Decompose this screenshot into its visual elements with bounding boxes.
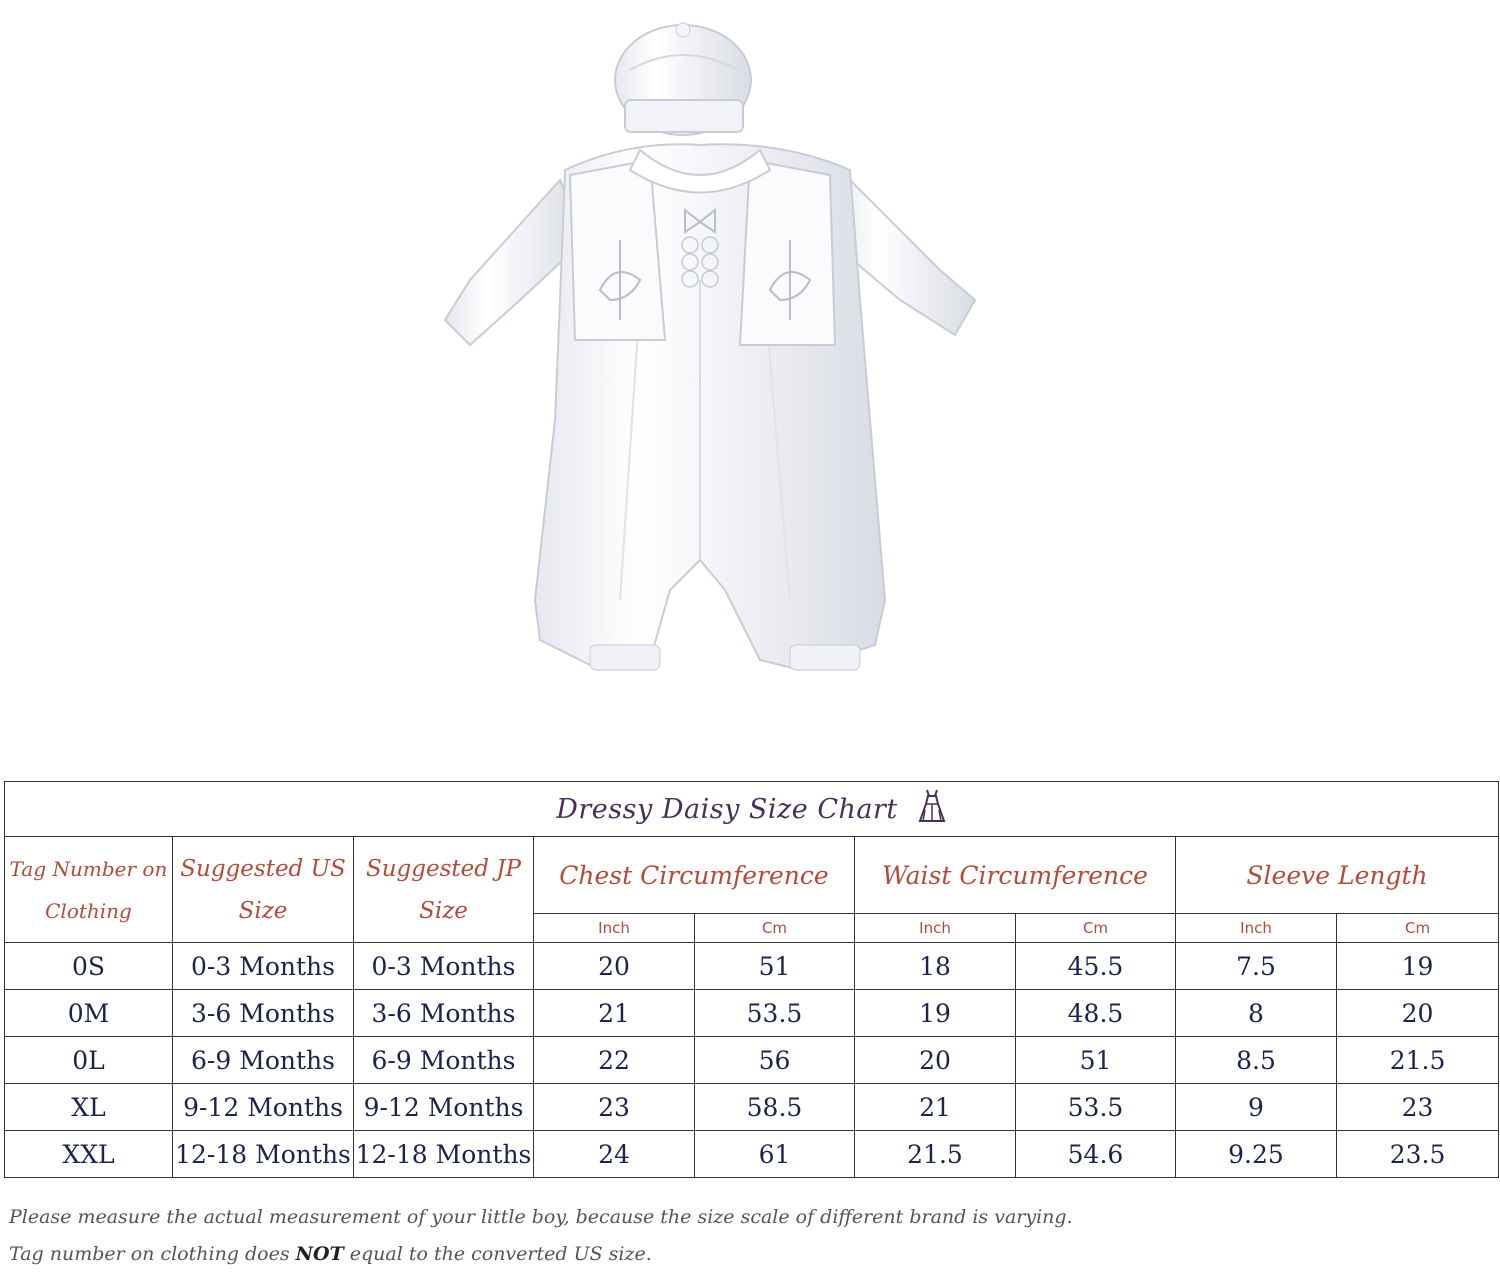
cell-waist-inch: 21 [855, 1084, 1016, 1131]
measurement-notes [9, 1202, 1073, 1276]
cell-chest-inch: 20 [534, 943, 695, 990]
cell-jp-size: 6-9 Months [354, 1037, 534, 1084]
cell-waist-cm: 53.5 [1016, 1084, 1176, 1131]
subheader-sleeve-cm: Cm [1337, 914, 1499, 943]
table-row [5, 943, 1499, 990]
cell-sleeve-inch: 9 [1176, 1084, 1337, 1131]
chart-title [5, 782, 1499, 837]
beret-hat [615, 23, 751, 135]
header-jp-size: Suggested JP Size [354, 837, 534, 943]
dress-icon [917, 788, 947, 831]
table-row [5, 990, 1499, 1037]
cell-us-size: 9-12 Months [173, 1084, 354, 1131]
subheader-chest-inch: Inch [534, 914, 695, 943]
cell-sleeve-cm: 20 [1337, 990, 1499, 1037]
cell-tag: XXL [5, 1131, 173, 1178]
cell-chest-inch: 22 [534, 1037, 695, 1084]
header-chest: Chest Circumference [534, 837, 855, 914]
cell-jp-size: 9-12 Months [354, 1084, 534, 1131]
cell-waist-inch: 19 [855, 990, 1016, 1037]
size-chart-table [4, 781, 1499, 1178]
cell-chest-cm: 61 [695, 1131, 855, 1178]
cell-chest-inch: 23 [534, 1084, 695, 1131]
cell-sleeve-inch: 7.5 [1176, 943, 1337, 990]
cell-waist-cm: 54.6 [1016, 1131, 1176, 1178]
cell-waist-inch: 21.5 [855, 1131, 1016, 1178]
cell-sleeve-cm: 23.5 [1337, 1131, 1499, 1178]
cell-chest-inch: 21 [534, 990, 695, 1037]
cell-us-size: 0-3 Months [173, 943, 354, 990]
cell-tag: 0S [5, 943, 173, 990]
table-row [5, 1037, 1499, 1084]
note-line-2: Tag number on clothing does NOT equal to the converted US size. [9, 1243, 652, 1265]
header-waist: Waist Circumference [855, 837, 1176, 914]
cell-us-size: 6-9 Months [173, 1037, 354, 1084]
cell-waist-cm: 51 [1016, 1037, 1176, 1084]
cell-chest-cm: 58.5 [695, 1084, 855, 1131]
cell-us-size: 12-18 Months [173, 1131, 354, 1178]
cell-jp-size: 12-18 Months [354, 1131, 534, 1178]
subheader-waist-inch: Inch [855, 914, 1016, 943]
cell-waist-inch: 20 [855, 1037, 1016, 1084]
subheader-waist-cm: Cm [1016, 914, 1176, 943]
cell-chest-cm: 56 [695, 1037, 855, 1084]
size-chart [4, 781, 1498, 1181]
cell-chest-cm: 51 [695, 943, 855, 990]
table-row [5, 1084, 1499, 1131]
header-tag-number: Tag Number on Clothing [5, 837, 173, 943]
cell-waist-cm: 45.5 [1016, 943, 1176, 990]
cell-sleeve-inch: 8 [1176, 990, 1337, 1037]
cell-chest-inch: 24 [534, 1131, 695, 1178]
subheader-sleeve-inch: Inch [1176, 914, 1337, 943]
cell-us-size: 3-6 Months [173, 990, 354, 1037]
note-line-1: Please measure the actual measurement of your little boy, because the size scale of different brand is varying. [9, 1206, 1073, 1228]
cell-jp-size: 0-3 Months [354, 943, 534, 990]
table-row [5, 1131, 1499, 1178]
cell-chest-cm: 53.5 [695, 990, 855, 1037]
cell-sleeve-cm: 21.5 [1337, 1037, 1499, 1084]
chart-title-text: Dressy Daisy Size Chart [556, 793, 898, 825]
cell-sleeve-cm: 19 [1337, 943, 1499, 990]
cell-sleeve-inch: 9.25 [1176, 1131, 1337, 1178]
cell-tag: 0M [5, 990, 173, 1037]
cell-tag: 0L [5, 1037, 173, 1084]
header-sleeve: Sleeve Length [1176, 837, 1499, 914]
note-emphasis: NOT [295, 1243, 344, 1265]
cell-waist-cm: 48.5 [1016, 990, 1176, 1037]
cell-sleeve-cm: 23 [1337, 1084, 1499, 1131]
cell-sleeve-inch: 8.5 [1176, 1037, 1337, 1084]
subheader-chest-cm: Cm [695, 914, 855, 943]
cell-waist-inch: 18 [855, 943, 1016, 990]
header-us-size: Suggested US Size [173, 837, 354, 943]
cell-jp-size: 3-6 Months [354, 990, 534, 1037]
cell-tag: XL [5, 1084, 173, 1131]
